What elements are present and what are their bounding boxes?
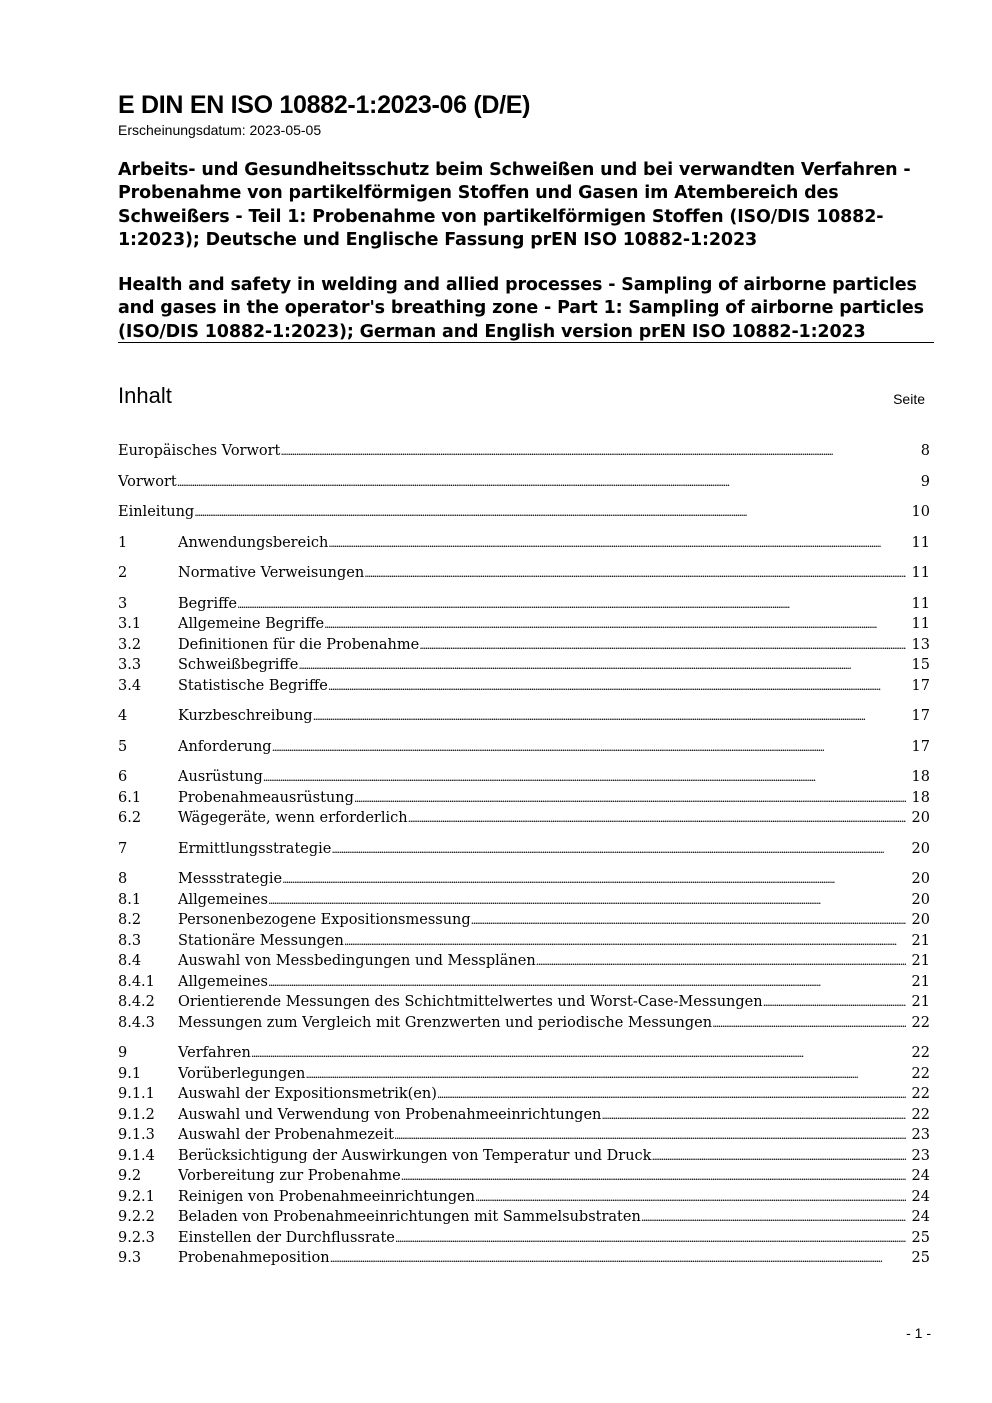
toc-entry-title: Reinigen von Probenahmeeinrichtungen .....: [178, 1187, 906, 1209]
toc-entry-title: Definitionen für die Probenahme .....: [178, 635, 906, 657]
toc-entry-number: 8.2: [118, 912, 142, 928]
toc-entry-page: 21: [910, 931, 930, 952]
toc-entry-title: Begriffe .....: [178, 594, 906, 616]
toc-entry-number: 3.4: [118, 677, 142, 694]
page-number: - 1 -: [906, 1325, 931, 1341]
toc-entry-number: 9.1.1: [118, 1086, 155, 1102]
toc-entry-title: Allgemeine Begriffe .....: [178, 614, 906, 636]
toc-entry-title: Auswahl der Probenahmezeit .....: [178, 1125, 906, 1147]
toc-entry-page: 8: [919, 441, 930, 462]
toc-entry[interactable]: [118, 1125, 930, 1146]
toc-entry[interactable]: [118, 1166, 930, 1187]
toc-entry[interactable]: [118, 706, 930, 727]
toc-entry-title: Orientierende Messungen des Schichtmittelwertes und Worst-Case-Messungen .....: [178, 992, 906, 1014]
toc-entry-number: 6.2: [118, 810, 142, 826]
toc-entry[interactable]: [118, 931, 930, 952]
toc-entry-number: 5: [118, 738, 128, 755]
publication-date: Erscheinungsdatum: 2023-05-05: [118, 122, 322, 138]
toc-entry-page: 20: [910, 808, 930, 829]
toc-entry-page: 9: [919, 472, 930, 493]
toc-entry-page: 17: [910, 706, 930, 727]
toc-entry-number: 6.1: [118, 789, 142, 806]
toc-entry-title: Wägegeräte, wenn erforderlich .....: [178, 808, 906, 830]
toc-entry-number: 6: [118, 769, 128, 785]
toc-entry[interactable]: [118, 563, 930, 584]
title-english: Health and safety in welding and allied processes - Sampling of airborne particles and gases in the operator's breathing zone - Part 1: Sampling of airborne particles (ISO/DIS 10882-1:2023); German and English version prEN ISO 10882-1:2023: [118, 275, 924, 342]
toc-entry[interactable]: [118, 1105, 930, 1126]
toc-entry-page: 21: [910, 951, 930, 972]
toc-entry-number: 2: [118, 565, 128, 581]
toc-entry-title: Stationäre Messungen .....: [178, 931, 906, 953]
toc-entry-number: 9.1.2: [118, 1106, 155, 1123]
toc-entry-title: Personenbezogene Expositionsmessung .....: [178, 910, 906, 932]
toc-entry-page: 11: [910, 594, 930, 615]
toc-entry-title: Auswahl von Messbedingungen und Messplänen .....: [178, 951, 906, 973]
toc-entry[interactable]: [118, 1064, 930, 1085]
toc-entry-title: Einleitung .....: [118, 502, 906, 524]
toc-entry[interactable]: [118, 502, 930, 523]
toc-entry[interactable]: [118, 1084, 930, 1105]
toc-entry-number: 3.1: [118, 616, 142, 632]
toc-entry[interactable]: [118, 533, 930, 554]
toc-entry-page: 15: [910, 655, 930, 676]
toc-entry-number: 9: [118, 1045, 128, 1061]
toc-entry-title: Auswahl der Expositionsmetrik(en) .....: [178, 1084, 906, 1106]
toc-entry-title: Berücksichtigung der Auswirkungen von Temperatur und Druck .....: [178, 1146, 906, 1168]
toc-entry[interactable]: [118, 1228, 930, 1249]
toc-entry-number: 8.4.2: [118, 994, 155, 1010]
toc-entry-number: 8.4.1: [118, 973, 155, 990]
toc-entry-page: 21: [910, 992, 930, 1013]
toc-entry-page: 22: [910, 1043, 930, 1064]
toc-entry-page: 11: [910, 533, 930, 554]
toc-entry-page: 24: [910, 1207, 930, 1228]
toc-entry-number: 9.2.2: [118, 1209, 155, 1225]
toc-entry-page: 24: [910, 1187, 930, 1208]
toc-entry-number: 9.2: [118, 1168, 142, 1184]
toc-entry-page: 22: [910, 1105, 930, 1126]
toc-entry-title: Auswahl und Verwendung von Probenahmeeinrichtungen .....: [178, 1105, 906, 1127]
toc-entry-title: Allgemeines .....: [178, 972, 906, 994]
toc-entry[interactable]: [118, 1146, 930, 1167]
toc-entry-title: Schweißbegriffe .....: [178, 655, 906, 677]
toc-entry-title: Anwendungsbereich .....: [178, 533, 906, 555]
toc-entry-page: 17: [910, 737, 930, 758]
toc-entry-title: Vorwort .....: [118, 472, 906, 494]
toc-entry-page: 21: [910, 972, 930, 993]
toc-entry-number: 8.4: [118, 953, 142, 969]
toc-entry-page: 25: [910, 1228, 930, 1249]
toc-entry-title: Ermittlungsstrategie .....: [178, 839, 906, 861]
toc-entry-page: 10: [910, 502, 930, 523]
toc-entry-page: 20: [910, 839, 930, 860]
toc-entry[interactable]: [118, 869, 930, 890]
toc-entry[interactable]: [118, 890, 930, 911]
toc-entry-number: 7: [118, 840, 128, 857]
toc-entry[interactable]: [118, 910, 930, 931]
toc-entry-page: 20: [910, 869, 930, 890]
toc-entry-number: 9.1.3: [118, 1127, 155, 1143]
toc-entry-page: 11: [910, 614, 930, 635]
toc-entry-number: 8.1: [118, 891, 142, 908]
toc-entry-page: 25: [910, 1248, 930, 1269]
toc-entry-page: 20: [910, 910, 930, 931]
toc-entry-page: 17: [910, 676, 930, 697]
toc-entry-title: Vorüberlegungen .....: [178, 1064, 906, 1086]
toc-entry-number: 9.1.4: [118, 1147, 155, 1164]
toc-entry-title: Beladen von Probenahmeeinrichtungen mit Sammelsubstraten .....: [178, 1207, 906, 1229]
toc-entry[interactable]: [118, 951, 930, 972]
toc-entry-title: Statistische Begriffe .....: [178, 676, 906, 698]
toc-entry-page: 18: [910, 788, 930, 809]
toc-entry[interactable]: [118, 655, 930, 676]
toc-entry-page: 11: [910, 563, 930, 584]
toc-entry[interactable]: [118, 737, 930, 758]
toc-entry-number: 4: [118, 708, 128, 724]
toc-entry-number: 9.2.3: [118, 1229, 155, 1246]
toc-entry[interactable]: [118, 972, 930, 993]
toc-entry[interactable]: [118, 1207, 930, 1228]
toc-entry-number: 8: [118, 871, 128, 887]
toc-entry[interactable]: [118, 1013, 930, 1034]
toc-entry-title: Vorbereitung zur Probenahme .....: [178, 1166, 906, 1188]
toc-entry[interactable]: [118, 808, 930, 829]
toc-entry-number: 9.2.1: [118, 1188, 155, 1205]
toc-entry-page: 13: [910, 635, 930, 656]
toc-entry-number: 3.2: [118, 636, 142, 653]
toc-entry-number: 3.3: [118, 657, 142, 673]
toc-entry[interactable]: [118, 1043, 930, 1064]
toc-entry-title: Messungen zum Vergleich mit Grenzwerten und periodische Messungen .....: [178, 1013, 906, 1035]
toc-entry-number: 1: [118, 534, 128, 551]
toc-entry[interactable]: [118, 614, 930, 635]
toc-entry-title: Probenahmeausrüstung .....: [178, 788, 906, 810]
toc-page-column-label: Seite: [893, 391, 925, 407]
toc-entry-title: Ausrüstung .....: [178, 767, 906, 789]
toc-entry[interactable]: [118, 472, 930, 493]
toc-entry[interactable]: [118, 635, 930, 656]
toc-entry-number: 3: [118, 595, 128, 612]
toc-entry-number: 8.4.3: [118, 1014, 155, 1031]
table-of-contents: [118, 441, 930, 1269]
toc-entry[interactable]: [118, 788, 930, 809]
toc-entry-page: 22: [910, 1064, 930, 1085]
toc-entry[interactable]: [118, 441, 930, 462]
toc-entry-page: 22: [910, 1013, 930, 1034]
document-id: E DIN EN ISO 10882-1:2023-06 (D/E): [118, 91, 531, 119]
toc-entry[interactable]: [118, 839, 930, 860]
toc-entry-title: Kurzbeschreibung .....: [178, 706, 906, 728]
toc-heading: Inhalt: [118, 383, 172, 408]
toc-entry-title: Anforderung .....: [178, 737, 906, 759]
toc-entry-number: 8.3: [118, 932, 142, 949]
toc-entry-page: 24: [910, 1166, 930, 1187]
title-divider: [118, 342, 934, 343]
toc-entry[interactable]: [118, 767, 930, 788]
toc-entry[interactable]: [118, 992, 930, 1013]
toc-entry-number: 9.1: [118, 1065, 142, 1082]
toc-entry-page: 23: [910, 1125, 930, 1146]
toc-entry-page: 18: [910, 767, 930, 788]
toc-entry-title: Messstrategie .....: [178, 869, 906, 891]
toc-entry-title: Normative Verweisungen .....: [178, 563, 906, 585]
toc-entry-page: 23: [910, 1146, 930, 1167]
toc-entry-page: 20: [910, 890, 930, 911]
toc-entry[interactable]: [118, 676, 930, 697]
toc-entry-title: Europäisches Vorwort .....: [118, 441, 906, 463]
toc-entry-page: 22: [910, 1084, 930, 1105]
toc-entry[interactable]: [118, 1187, 930, 1208]
toc-entry[interactable]: [118, 1248, 930, 1269]
toc-entry-title: Einstellen der Durchflussrate .....: [178, 1228, 906, 1250]
toc-entry-title: Verfahren .....: [178, 1043, 906, 1065]
toc-entry[interactable]: [118, 594, 930, 615]
title-german: Arbeits- und Gesundheitsschutz beim Schweißen und bei verwandten Verfahren - Probenahme von partikelförmigen Stoffen und Gasen im Atembereich des Schweißers - Teil 1: Probenahme von partikelförmigen Stoffen (ISO/DIS 10882-1:2023); Deutsche und Englische Fassung prEN ISO 10882-1:2023: [118, 160, 911, 250]
toc-entry-title: Probenahmeposition .....: [178, 1248, 906, 1270]
toc-entry-title: Allgemeines .....: [178, 890, 906, 912]
toc-entry-number: 9.3: [118, 1250, 142, 1266]
